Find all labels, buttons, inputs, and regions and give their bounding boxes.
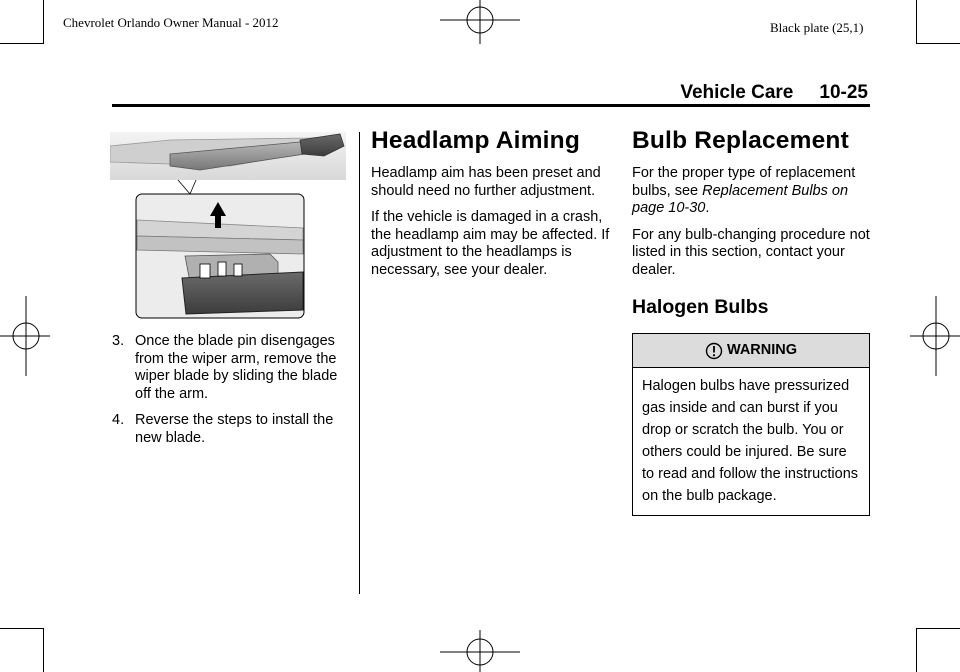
- left-column: [112, 333, 352, 456]
- warning-box: [632, 333, 870, 516]
- right-column: [632, 127, 870, 516]
- registration-mark-bottom: [440, 628, 520, 672]
- manual-title: Chevrolet Orlando Owner Manual - 2012: [63, 15, 279, 30]
- paragraph: Headlamp aim has been preset and should need no further adjustment.: [371, 165, 601, 199]
- registration-mark-top: [440, 0, 520, 50]
- list-item: [112, 333, 352, 403]
- step-number: 3.: [112, 333, 125, 349]
- page-header: [680, 82, 868, 104]
- column-divider: [359, 132, 360, 594]
- plate-label: Black plate (25,1): [770, 20, 864, 35]
- section-heading-headlamp-aiming: Headlamp Aiming: [371, 127, 581, 154]
- crop-mark: [43, 628, 44, 672]
- registration-mark-left: [0, 296, 50, 376]
- warning-label: WARNING: [726, 341, 798, 358]
- crop-mark: [43, 0, 44, 44]
- page-number: 10-25: [819, 82, 868, 103]
- step-text: Reverse the steps to install the new blade.: [135, 412, 334, 446]
- paragraph: If the vehicle is damaged in a crash, the headlamp aim may be affected. If adjustment to the headlamps is necessary, see your dealer.: [371, 209, 610, 278]
- crop-mark: [0, 43, 44, 44]
- warning-icon: [705, 342, 723, 360]
- cross-reference-link[interactable]: Replacement Bulbs on page 10-30: [632, 182, 849, 216]
- paragraph: For the proper type of replacement bulbs, see Replacement Bulbs on page 10-30.: [632, 165, 856, 216]
- step-number: 4.: [112, 412, 125, 428]
- crop-mark: [916, 43, 960, 44]
- crop-mark: [916, 628, 917, 672]
- step-text: Once the blade pin disengages from the wiper arm, remove the wiper blade by sliding the blade off the arm.: [135, 333, 338, 402]
- middle-column: [371, 127, 611, 288]
- crop-mark: [916, 628, 960, 629]
- registration-mark-right: [910, 296, 960, 376]
- crop-mark: [0, 628, 44, 629]
- warning-text: Halogen bulbs have pressurized gas inside and can burst if you drop or scratch the bulb. You or others could be injured. Be sure to read and follow the instructions on the bulb package.: [642, 378, 859, 504]
- warning-header: [633, 334, 869, 368]
- wiper-blade-figure: [110, 132, 346, 320]
- subheading-halogen-bulbs: Halogen Bulbs: [632, 296, 769, 318]
- crop-mark: [916, 0, 917, 44]
- header-rule: [112, 104, 870, 107]
- paragraph: For any bulb-changing procedure not listed in this section, contact your dealer.: [632, 226, 870, 278]
- section-heading-bulb-replacement: Bulb Replacement: [632, 127, 849, 154]
- section-title: Vehicle Care: [680, 82, 794, 103]
- list-item: [112, 412, 352, 447]
